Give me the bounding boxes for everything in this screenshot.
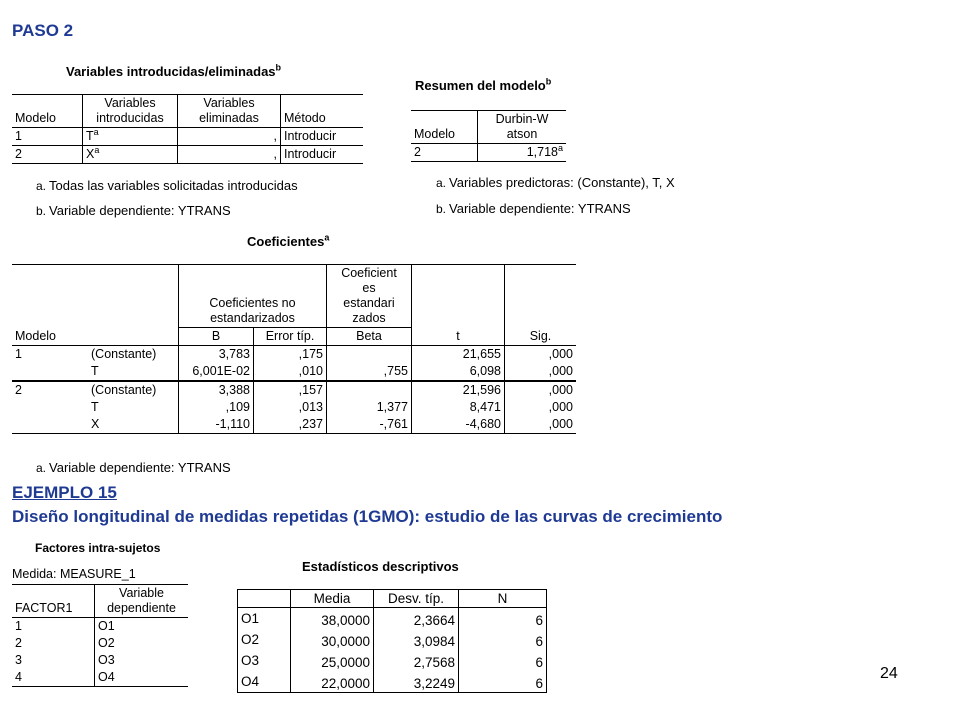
factores-cell-factor: 1: [12, 618, 95, 636]
resumen-title-sup: b: [545, 76, 552, 87]
coef-cell-modelo: [12, 363, 88, 381]
vars-table: [12, 94, 363, 164]
coef-cell-t: 6,098: [412, 363, 505, 381]
coef-cell-sig: ,000: [548, 383, 573, 397]
coef-header-blank: [88, 265, 179, 328]
factores-cell-var: O4: [95, 669, 189, 687]
factores-cell-factor: 2: [12, 635, 95, 652]
coef-cell-se: ,237: [254, 416, 327, 434]
coef-cell-beta: -,761: [327, 416, 412, 434]
coef-header-blank: [505, 265, 577, 328]
factores-cell-var: O2: [98, 636, 115, 650]
table-row: [12, 363, 576, 381]
desc-cell-sd: 2,7568: [374, 650, 459, 671]
coef-title-sup: a: [324, 232, 330, 243]
coef-header-modelo: Modelo: [12, 328, 88, 346]
vars-footnote-b: b. Variable dependiente: YTRANS: [36, 203, 231, 218]
table-row: [12, 652, 188, 669]
desc-header-n: N: [459, 590, 547, 608]
table-row: [12, 635, 188, 652]
coef-cell-beta: 1,377: [327, 399, 412, 416]
coef-cell-t: 21,596: [412, 381, 505, 399]
resumen-cell-modelo: 2: [411, 144, 478, 162]
factores-medida: Medida: MEASURE_1: [12, 567, 136, 581]
vars-title-sup: b: [275, 62, 282, 73]
desc-cell-media: 38,0000: [291, 608, 374, 630]
coef-cell-var: (Constante): [88, 346, 179, 364]
coef-cell-modelo: 2: [15, 383, 22, 397]
desc-header-sd: Desv. típ.: [374, 590, 459, 608]
table-row: [12, 399, 576, 416]
coef-cell-modelo: [12, 416, 88, 434]
desc-cell-var: O4: [238, 671, 291, 693]
coef-table: [12, 264, 576, 434]
desc-cell-media: 22,0000: [291, 671, 374, 693]
desc-cell-media: 30,0000: [291, 629, 374, 650]
coef-cell-beta: [327, 381, 412, 399]
coef-table-title: [247, 234, 329, 249]
coef-footnote-a: a. Variable dependiente: YTRANS: [36, 460, 231, 475]
vars-header-modelo: Modelo: [12, 95, 83, 128]
vars-cell-introducidas: $T^a$: [83, 128, 178, 146]
vars-cell-eliminadas: ,: [178, 146, 281, 164]
coef-header-no-estandarizados: Coeficientes no estandarizados: [179, 265, 327, 328]
resumen-header-dw: Durbin-W atson: [478, 111, 567, 144]
coef-cell-se: ,010: [254, 363, 327, 381]
resumen-header-modelo: Modelo: [411, 111, 478, 144]
resumen-table-title: [415, 78, 551, 93]
coef-cell-t: 21,655: [412, 346, 505, 364]
desc-header-blank: [238, 590, 291, 608]
coef-cell-var: X: [88, 416, 179, 434]
coef-cell-se: ,175: [254, 346, 327, 364]
factores-cell-factor: 4: [12, 669, 95, 687]
desc-cell-sd: 3,2249: [374, 671, 459, 693]
vars-cell-modelo: 2: [12, 146, 83, 164]
coef-header-b: B: [179, 328, 254, 346]
coef-cell-var: T: [88, 363, 179, 381]
desc-cell-n: 6: [459, 671, 547, 693]
desc-cell-media: 25,0000: [291, 650, 374, 671]
table-row: [12, 416, 576, 434]
coef-header-sig: Sig.: [505, 328, 577, 346]
desc-cell-n: 6: [459, 650, 547, 671]
coef-cell-sig: ,000: [505, 363, 577, 381]
desc-cell-var: O1: [238, 608, 291, 630]
coef-header-beta: Beta: [327, 328, 412, 346]
table-row: [238, 671, 547, 693]
page-number: 24: [880, 665, 898, 682]
vars-header-introducidas: Variables introducidas: [83, 95, 178, 128]
desc-table-title: Estadísticos descriptivos: [302, 559, 459, 574]
vars-table-title: [66, 64, 281, 79]
vars-cell-metodo: Introducir: [281, 128, 364, 146]
coef-cell-se: ,157: [254, 381, 327, 399]
heading-subtitle: Diseño longitudinal de medidas repetidas (1GMO): estudio de las curvas de crecimiento: [12, 507, 723, 526]
heading-ejemplo: EJEMPLO 15: [12, 483, 117, 502]
desc-cell-n: 6: [459, 629, 547, 650]
resumen-table: [411, 110, 566, 162]
table-row: [12, 381, 576, 399]
coef-header-t: t: [412, 328, 505, 346]
factores-header-var: Variable dependiente: [95, 585, 189, 618]
coef-cell-beta: ,755: [327, 363, 412, 381]
coef-cell-b: ,109: [179, 399, 254, 416]
coef-cell-b: -1,110: [179, 416, 254, 434]
table-row: [12, 346, 576, 364]
coef-cell-t: 8,471: [412, 399, 505, 416]
coef-header-var: [88, 328, 179, 346]
desc-cell-n: 6: [459, 608, 547, 630]
table-row: [12, 128, 363, 146]
coef-cell-se: ,013: [254, 399, 327, 416]
coef-cell-sig: ,000: [548, 400, 573, 414]
coef-title-text: Coeficientes: [247, 234, 325, 249]
resumen-title-text: Resumen del modelo: [415, 78, 546, 93]
coef-cell-sig: ,000: [505, 416, 577, 434]
table-row: [12, 146, 363, 164]
coef-cell-var: (Constante): [88, 381, 179, 399]
factores-cell-factor: 3: [12, 652, 95, 669]
resumen-cell-dw: 1,718$^a$: [478, 144, 567, 162]
coef-cell-b: 6,001E-02: [179, 363, 254, 381]
heading-paso: PASO 2: [12, 21, 74, 40]
vars-cell-modelo: 1: [12, 128, 83, 146]
table-row: [238, 629, 547, 650]
coef-cell-modelo: 1: [15, 347, 22, 361]
factores-cell-var: O3: [98, 653, 115, 667]
vars-header-eliminadas: Variables eliminadas: [178, 95, 281, 128]
coef-header-blank: [12, 265, 88, 328]
table-row: [12, 669, 188, 687]
table-row: [411, 144, 566, 162]
coef-header-estandarizados: Coeficient es estandari zados: [327, 265, 412, 328]
coef-cell-b: 3,783: [179, 346, 254, 364]
coef-cell-beta: [327, 346, 412, 364]
table-row: [238, 608, 547, 630]
factores-table: [12, 584, 188, 687]
coef-cell-b: 3,388: [179, 381, 254, 399]
coef-cell-t: -4,680: [412, 416, 505, 434]
vars-footnote-a: a. Todas las variables solicitadas introducidas: [36, 178, 298, 193]
coef-cell-modelo: [12, 399, 88, 416]
coef-cell-var: T: [88, 399, 179, 416]
coef-header-error: Error típ.: [254, 328, 327, 346]
factores-cell-var: O1: [98, 619, 115, 633]
resumen-footnote-b: b. Variable dependiente: YTRANS: [436, 201, 631, 216]
desc-header-media: Media: [291, 590, 374, 608]
coef-cell-sig: ,000: [548, 347, 573, 361]
desc-cell-var: O3: [238, 650, 291, 671]
desc-cell-sd: 3,0984: [374, 629, 459, 650]
vars-cell-introducidas: $X^a$: [83, 146, 178, 164]
vars-cell-metodo: Introducir: [281, 146, 364, 164]
table-row: [12, 618, 188, 636]
vars-cell-eliminadas: ,: [178, 128, 281, 146]
factores-table-title: Factores intra-sujetos: [35, 541, 161, 555]
desc-cell-var: O2: [238, 629, 291, 650]
resumen-footnote-a: a. Variables predictoras: (Constante), T, X: [436, 175, 675, 190]
desc-table: [237, 589, 547, 693]
table-row: [238, 650, 547, 671]
factores-header-factor: FACTOR1: [12, 585, 95, 618]
coef-header-blank: [412, 265, 505, 328]
vars-title-text: Variables introducidas/eliminadas: [66, 64, 276, 79]
desc-cell-sd: 2,3664: [374, 608, 459, 630]
vars-header-metodo: Método: [281, 95, 364, 128]
